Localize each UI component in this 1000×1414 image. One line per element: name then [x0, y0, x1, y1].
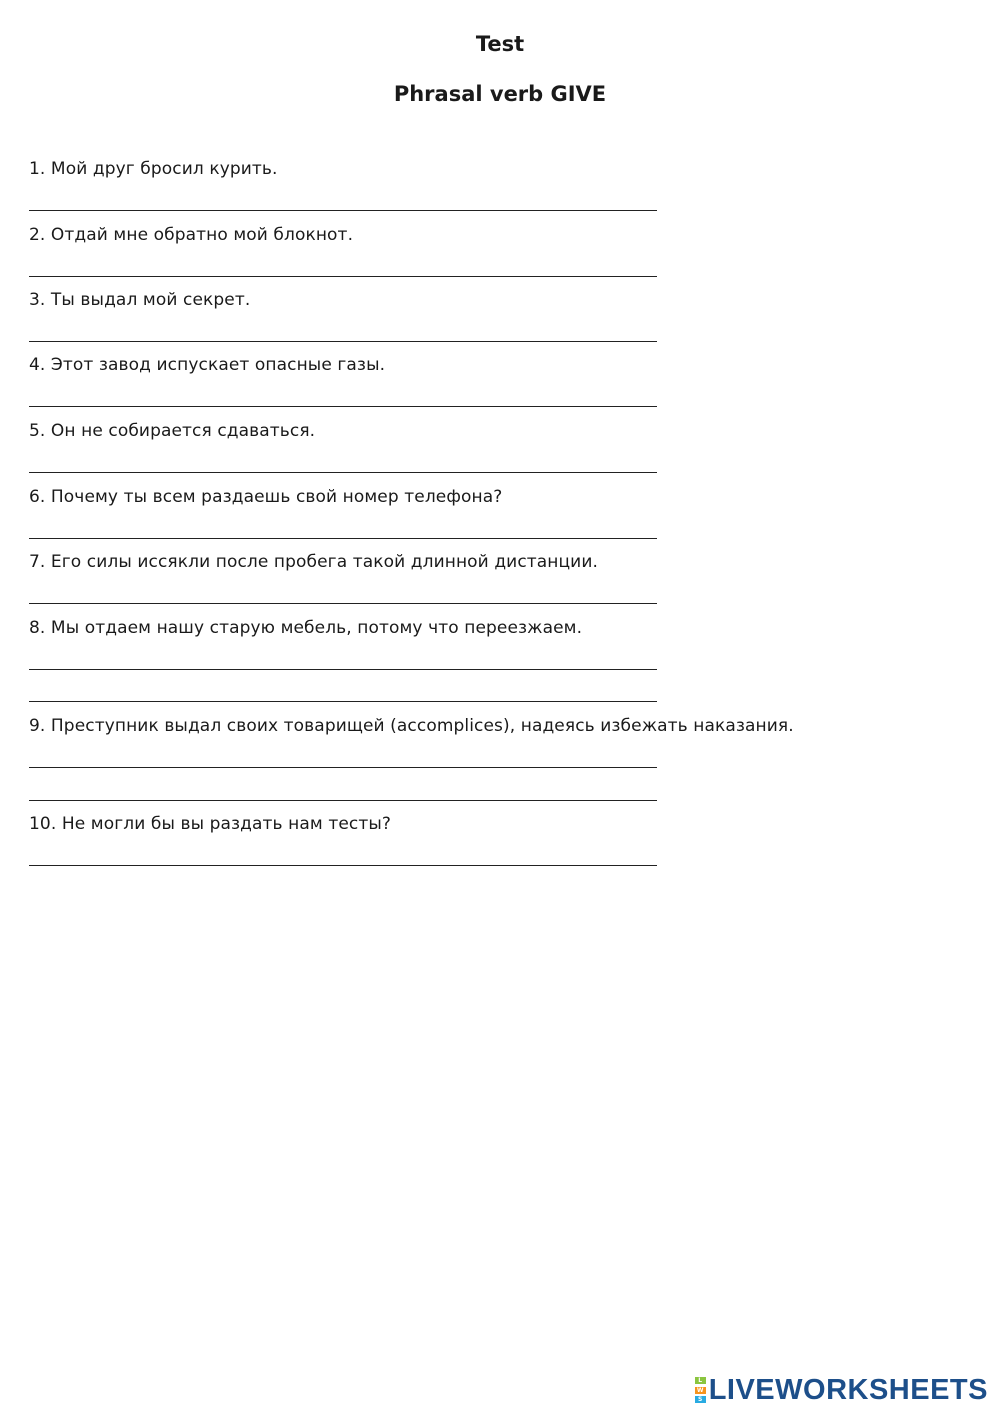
- answer-field-6[interactable]: [29, 518, 657, 539]
- question-9: 9. Преступник выдал своих товарищей (accomplices), надеясь избежать наказания.: [29, 716, 794, 736]
- liveworksheets-logo: [695, 1375, 988, 1405]
- answer-field-1[interactable]: [29, 190, 657, 211]
- answer-field-2[interactable]: [29, 256, 657, 277]
- question-2: 2. Отдай мне обратно мой блокнот.: [29, 225, 354, 245]
- question-1: 1. Мой друг бросил курить.: [29, 159, 278, 179]
- question-7: 7. Его силы иссякли после пробега такой длинной дистанции.: [29, 552, 598, 572]
- page-title: Test: [475, 32, 525, 56]
- question-5: 5. Он не собирается сдаваться.: [29, 421, 316, 441]
- page-subtitle: Phrasal verb GIVE: [393, 82, 607, 106]
- answer-field-5[interactable]: [29, 452, 657, 473]
- answer-field-9b[interactable]: [29, 780, 657, 801]
- answer-field-4[interactable]: [29, 386, 657, 407]
- answer-field-8b[interactable]: [29, 681, 657, 702]
- answer-field-10[interactable]: [29, 845, 657, 866]
- answer-field-9a[interactable]: [29, 747, 657, 768]
- question-4: 4. Этот завод испускает опасные газы.: [29, 355, 386, 375]
- logo-mark-letter-s: S: [695, 1396, 706, 1403]
- answer-field-7[interactable]: [29, 583, 657, 604]
- logo-text: LIVEWORKSHEETS: [708, 1374, 988, 1406]
- logo-mark-letter-w: W: [695, 1387, 706, 1394]
- question-3: 3. Ты выдал мой секрет.: [29, 290, 251, 310]
- answer-field-8a[interactable]: [29, 649, 657, 670]
- question-10: 10. Не могли бы вы раздать нам тесты?: [29, 814, 391, 834]
- answer-field-3[interactable]: [29, 321, 657, 342]
- logo-mark-letter-l: L: [695, 1377, 706, 1384]
- question-6: 6. Почему ты всем раздаешь свой номер телефона?: [29, 487, 503, 507]
- question-8: 8. Мы отдаем нашу старую мебель, потому что переезжаем.: [29, 618, 583, 638]
- logo-mark-icon: [695, 1377, 706, 1403]
